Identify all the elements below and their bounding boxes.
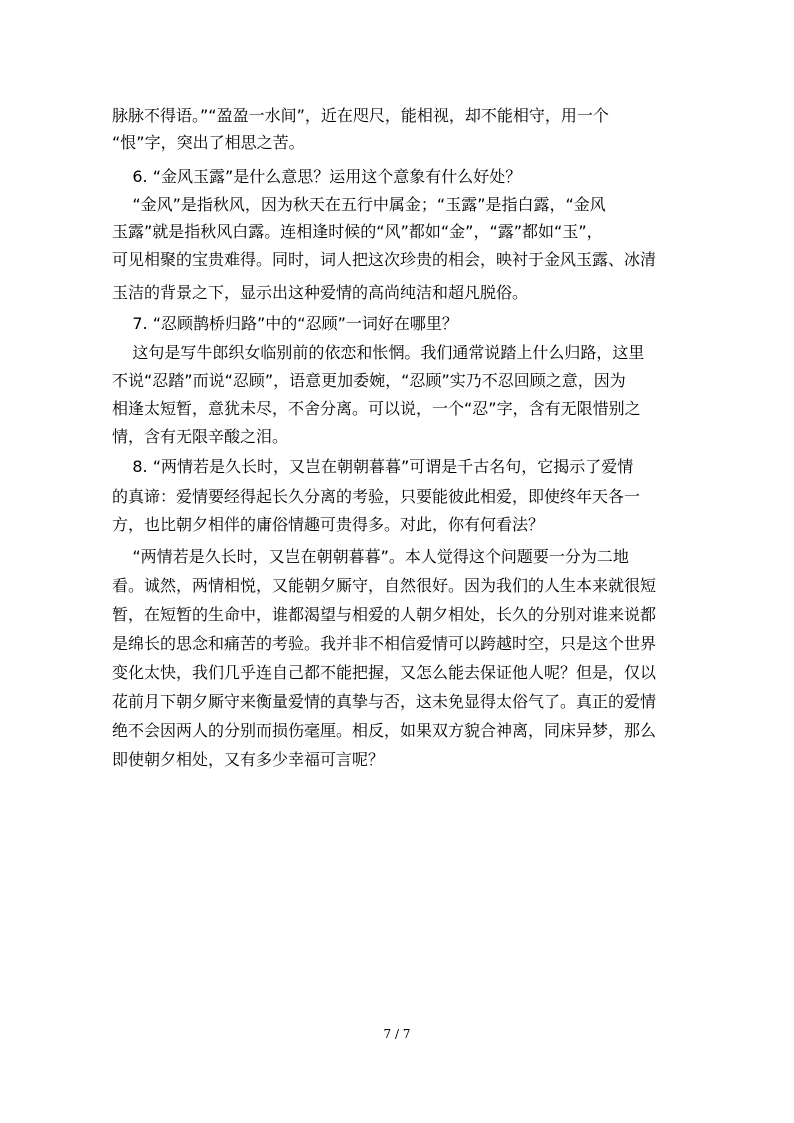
text-line: 不说“忍踏”而说“忍顾”，语意更加委婉，“忍顾”实乃不忍回顾之意，因为 bbox=[112, 371, 626, 390]
question-7: 7. “忍顾鹊桥归路”中的“忍顾”一词好在哪里？ bbox=[112, 314, 458, 333]
text-line: 方，也比朝夕相伴的庸俗情趣可贵得多。对此，你有何看法？ bbox=[112, 515, 545, 534]
text-line: 是绵长的思念和痛苦的考验。我并非不相信爱情可以跨越时空，只是这个世界 bbox=[112, 634, 657, 653]
text-line: 看。诚然，两情相悦，又能朝夕厮守，自然很好。因为我们的人生本来就很短 bbox=[112, 576, 657, 595]
text-line: 相逢太短暂，意犹未尽，不舍分离。可以说，一个“忍”字，含有无限惜别之 bbox=[112, 399, 641, 418]
text-line: 脉脉不得语。”“盈盈一水间”，近在咫尺，能相视，却不能相守，用一个 bbox=[112, 106, 609, 125]
text-line: 玉洁的背景之下，显示出这种爱情的高尚纯洁和超凡脱俗。 bbox=[112, 283, 529, 302]
text-line: 即使朝夕相处，又有多少幸福可言呢？ bbox=[112, 750, 385, 769]
text-line: 玉露”就是指秋风白露。连相逢时候的“风”都如“金”，“露”都如“玉”， bbox=[112, 222, 603, 241]
text-line: “金风”是指秋风，因为秋天在五行中属金；“玉露”是指白露，“金风 bbox=[112, 195, 606, 214]
question-8: 8. “两情若是久长时，又岂在朝朝暮暮”可谓是千古名句，它揭示了爱情 bbox=[112, 457, 634, 476]
text-line: “恨”字，突出了相思之苦。 bbox=[112, 133, 305, 152]
text-line: “两情若是久长时，又岂在朝朝暮暮”。本人觉得这个问题要一分为二地 bbox=[112, 547, 629, 566]
text-line: 变化太快，我们几乎连自己都不能把握，又怎么能去保证他人呢？但是，仅以 bbox=[112, 663, 657, 682]
text-line: 花前月下朝夕厮守来衡量爱情的真挚与否，这未免显得太俗气了。真正的爱情 bbox=[112, 692, 657, 711]
text-line: 情，含有无限辛酸之泪。 bbox=[112, 427, 289, 446]
text-line: 暂，在短暂的生命中，谁都渴望与相爱的人朝夕相处，长久的分别对谁来说都 bbox=[112, 605, 657, 624]
question-6: 6. “金风玉露”是什么意思？运用这个意象有什么好处？ bbox=[112, 167, 522, 186]
text-line: 这句是写牛郎织女临别前的依恋和怅惘。我们通常说踏上什么归路，这里 bbox=[112, 343, 645, 362]
text-line: 的真谛：爱情要经得起长久分离的考验，只要能彼此相爱，即使终年天各一 bbox=[112, 487, 641, 506]
page-number: 7 / 7 bbox=[383, 1027, 411, 1041]
text-line: 可见相聚的宝贵难得。同时，词人把这次珍贵的相会，映衬于金风玉露、冰清 bbox=[112, 250, 657, 269]
text-line: 绝不会因两人的分别而损伤毫厘。相反，如果双方貌合神离，同床异梦，那么 bbox=[112, 721, 657, 740]
